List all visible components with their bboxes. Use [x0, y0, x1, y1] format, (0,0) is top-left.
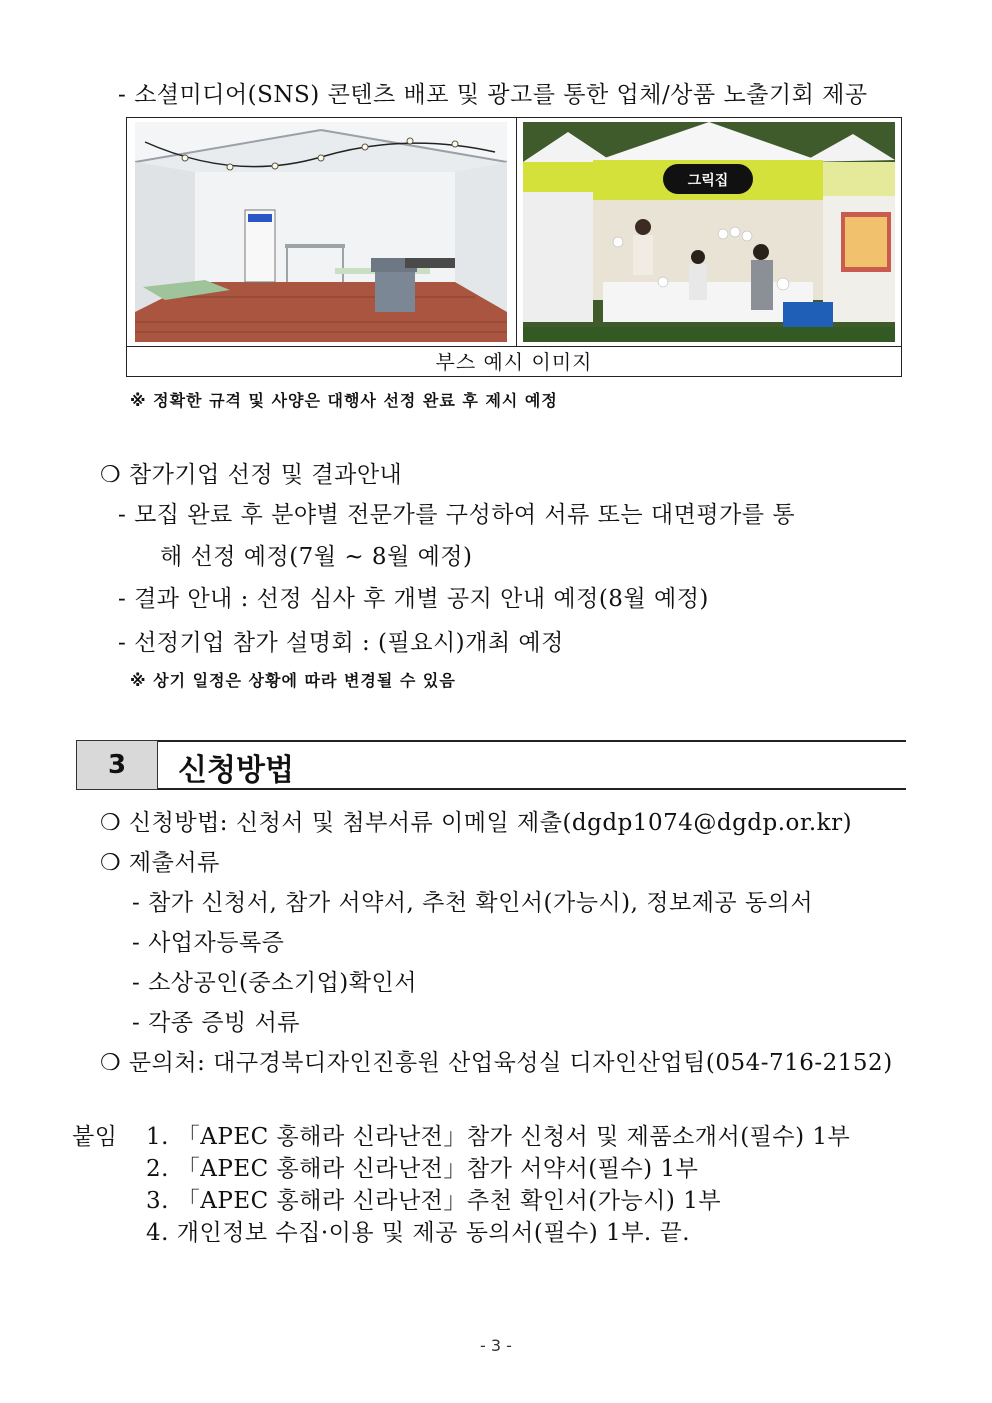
attachment-item: 1. 「APEC 홍해라 신라난전」참가 신청서 및 제품소개서(필수) 1부 [146, 1124, 851, 1150]
attachment-item: 2. 「APEC 홍해라 신라난전」참가 서약서(필수) 1부 [146, 1156, 699, 1182]
attachment-item: 3. 「APEC 홍해라 신라난전」추천 확인서(가능시) 1부 [146, 1188, 722, 1214]
attachment-item: 4. 개인정보 수집·이용 및 제공 동의서(필수) 1부. 끝. [146, 1220, 691, 1246]
doc-item: - 참가 신청서, 참가 서약서, 추천 확인서(가능시), 정보제공 동의서 [132, 890, 814, 916]
selection-item-3: - 선정기업 참가 설명회 : (필요시)개최 예정 [118, 630, 564, 656]
page-number: - 3 - [480, 1336, 512, 1355]
doc-item: - 소상공인(중소기업)확인서 [132, 970, 417, 996]
booth-photo-table [126, 117, 902, 377]
selection-heading: ❍ 참가기업 선정 및 결과안내 [100, 462, 403, 488]
schedule-note: ※ 상기 일정은 상황에 따라 변경될 수 있음 [130, 671, 456, 690]
booth-photo-operating [523, 122, 895, 342]
section-title: 신청방법 [178, 753, 294, 788]
doc-item: - 사업자등록증 [132, 930, 285, 956]
contact-info: ❍ 문의처: 대구경북디자인진흥원 산업육성실 디자인산업팀(054-716-2152) [100, 1050, 893, 1076]
booth-photo-empty [135, 122, 507, 342]
selection-item-1: - 모집 완료 후 분야별 전문가를 구성하여 서류 또는 대면평가를 통 [118, 502, 796, 528]
selection-item-1-cont: 해 선정 예정(7월 ~ 8월 예정) [160, 544, 473, 570]
apply-method: ❍ 신청방법: 신청서 및 첨부서류 이메일 제출(dgdp1074@dgdp.or.kr) [100, 810, 853, 836]
photo-caption: 부스 예시 이미지 [435, 350, 593, 374]
selection-item-2: - 결과 안내 : 선정 심사 후 개별 공지 안내 예정(8월 예정) [118, 586, 709, 612]
attachments-label: 붙임 [72, 1124, 118, 1150]
sns-bullet: - 소셜미디어(SNS) 콘텐츠 배포 및 광고를 통한 업체/상품 노출기회 제공 [118, 82, 868, 108]
doc-item: - 각종 증빙 서류 [132, 1010, 301, 1036]
spec-note: ※ 정확한 규격 및 사양은 대행사 선정 완료 후 제시 예정 [130, 391, 558, 410]
booth-sign-text: 그릭집 [687, 173, 729, 189]
section-number: 3 [76, 740, 158, 790]
docs-heading: ❍ 제출서류 [100, 850, 220, 876]
